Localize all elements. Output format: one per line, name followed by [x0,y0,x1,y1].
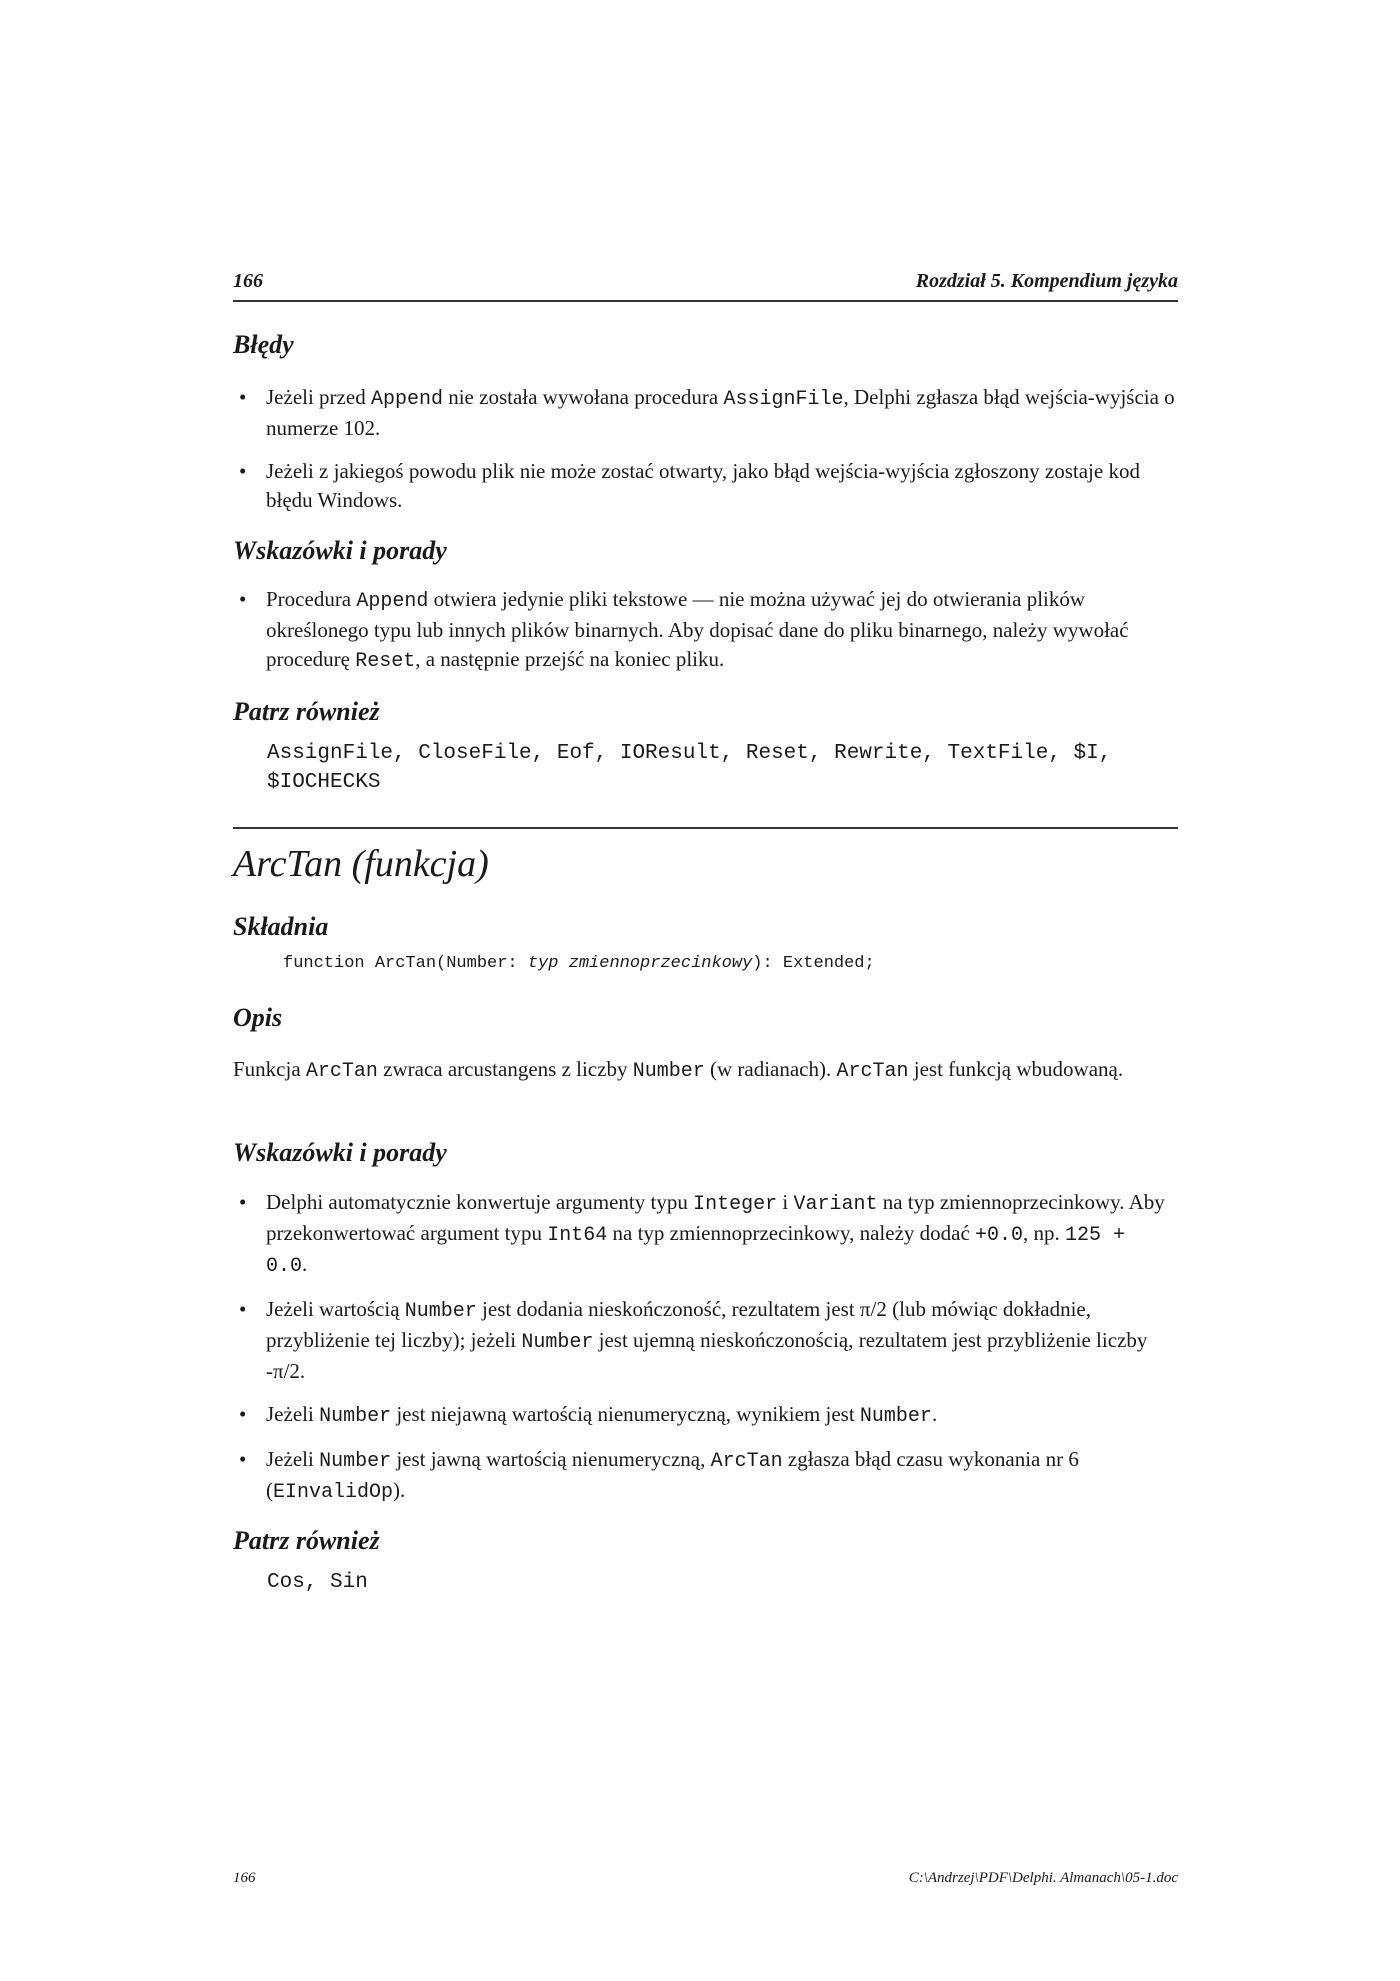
list-item [233,1295,1178,1386]
text: zwraca arcustangens z liczby [377,1057,633,1081]
list-item [233,457,1178,515]
text: zgłasza błąd czasu wykonania nr 6 ( [266,1447,1079,1502]
text: Jeżeli [266,1447,320,1471]
list-item [233,1400,1178,1431]
section-title: ArcTan (funkcja) [233,843,489,885]
text: nie została wywołana procedura [442,385,724,409]
list-item [233,1445,1178,1507]
opis-paragraph [233,1054,1178,1087]
code: Number [521,1331,594,1354]
bullet-icon: • [239,587,247,611]
text: , Delphi zgłasza błąd wejścia-wyjścia o numerze 102. [266,385,1175,440]
code: Number [404,1300,477,1323]
bullet-icon: • [239,459,247,483]
code: Variant [793,1193,878,1216]
skladnia-heading: Składnia [233,912,329,941]
text: Jeżeli z jakiegoś powodu plik nie może zostać otwarty, jako błąd wejścia-wyjścia zgłoszony zostaje kod błędu Windows. [266,459,1140,512]
header-chapter-title: Rozdział 5. Kompendium języka [915,270,1178,292]
text: Procedura [266,587,357,611]
text: jest niejawną wartością nienumeryczną, wynikiem jest [391,1402,860,1426]
text: jest dodania nieskończoność, rezultatem jest π/2 (lub mówiąc dokładnie, przybliżenie tej liczby); jeżeli [266,1297,1091,1352]
text: jest ujemną nieskończonością, rezultatem jest przybliżenie liczby -π/2. [266,1328,1148,1383]
running-header [233,268,1178,302]
code: +0.0 [975,1224,1024,1247]
bullet-icon: • [239,1190,247,1214]
text: jest jawną wartością nienumeryczną, [391,1447,711,1471]
code: Append [356,590,429,613]
text: . [931,1402,938,1426]
code: Append [370,388,443,411]
text: Jeżeli wartością [266,1297,405,1321]
code: Reset [355,650,416,673]
list-item [233,585,1178,676]
bledy-list [233,383,1178,529]
text: na typ zmiennoprzecinkowy. Aby przekonwertować argument typu [266,1190,1165,1245]
text: Jeżeli [266,1402,320,1426]
footer-page-number: 166 [233,1870,256,1886]
text: ). [393,1478,406,1502]
see-also-list: AssignFile, CloseFile, Eof, IOResult, Reset, Rewrite, TextFile, $I, $IOCHECKS [267,742,1112,794]
text: Funkcja [233,1057,306,1081]
code: ArcTan [836,1060,909,1083]
code: ArcTan [305,1060,378,1083]
patrz2-heading: Patrz również [233,1526,380,1555]
code: Number [632,1060,705,1083]
code: Number [319,1405,392,1428]
text: Delphi automatycznie konwertuje argumenty typu [266,1190,694,1214]
code: Int64 [547,1224,608,1247]
wskazowki2-list [233,1188,1178,1521]
list-item [233,1188,1178,1281]
text: otwiera jedynie pliki tekstowe — nie można używać jej do otwierania plików określonego typu lub innych plików binarnych. Aby dopisać dane do pliku binarnego, należy wywołać procedurę [266,587,1129,671]
footer-file-path: C:\Andrzej\PDF\Delphi. Almanach\05-1.doc [908,1870,1178,1886]
text: , np. [1023,1221,1066,1245]
bullet-icon: • [239,1447,247,1471]
code: ArcTan [710,1450,783,1473]
bledy-heading: Błędy [233,330,294,359]
text: (w radianach). [704,1057,837,1081]
wskazowki2-heading: Wskazówki i porady [233,1138,447,1167]
opis-heading: Opis [233,1003,283,1032]
code: EInvalidOp [273,1481,394,1504]
patrz-heading: Patrz również [233,697,380,726]
code: AssignFile [723,388,844,411]
bullet-icon: • [239,385,247,409]
text: jest funkcją wbudowaną. [908,1057,1124,1081]
code: 125 + 0.0 [266,1224,1126,1278]
code: Number [319,1450,392,1473]
syntax-line [283,954,875,973]
section-divider [233,827,1178,829]
see-also-list: Cos, Sin [267,1571,368,1594]
code: function ArcTan(Number: [283,954,528,973]
text: , a następnie przejść na koniec pliku. [415,647,725,671]
text: Jeżeli przed [266,385,371,409]
text: na typ zmiennoprzecinkowy, należy dodać [607,1221,976,1245]
code: ): Extended; [752,954,875,973]
text: i [777,1190,794,1214]
wskazowki-heading: Wskazówki i porady [233,536,447,565]
text: . [302,1252,308,1276]
bullet-icon: • [239,1297,247,1321]
header-page-number: 166 [233,270,263,292]
code-italic: typ zmiennoprzecinkowy [527,954,753,973]
wskazowki-list [233,585,1178,690]
code: Number [859,1405,932,1428]
list-item [233,383,1178,443]
bullet-icon: • [239,1402,247,1426]
code: Integer [693,1193,778,1216]
